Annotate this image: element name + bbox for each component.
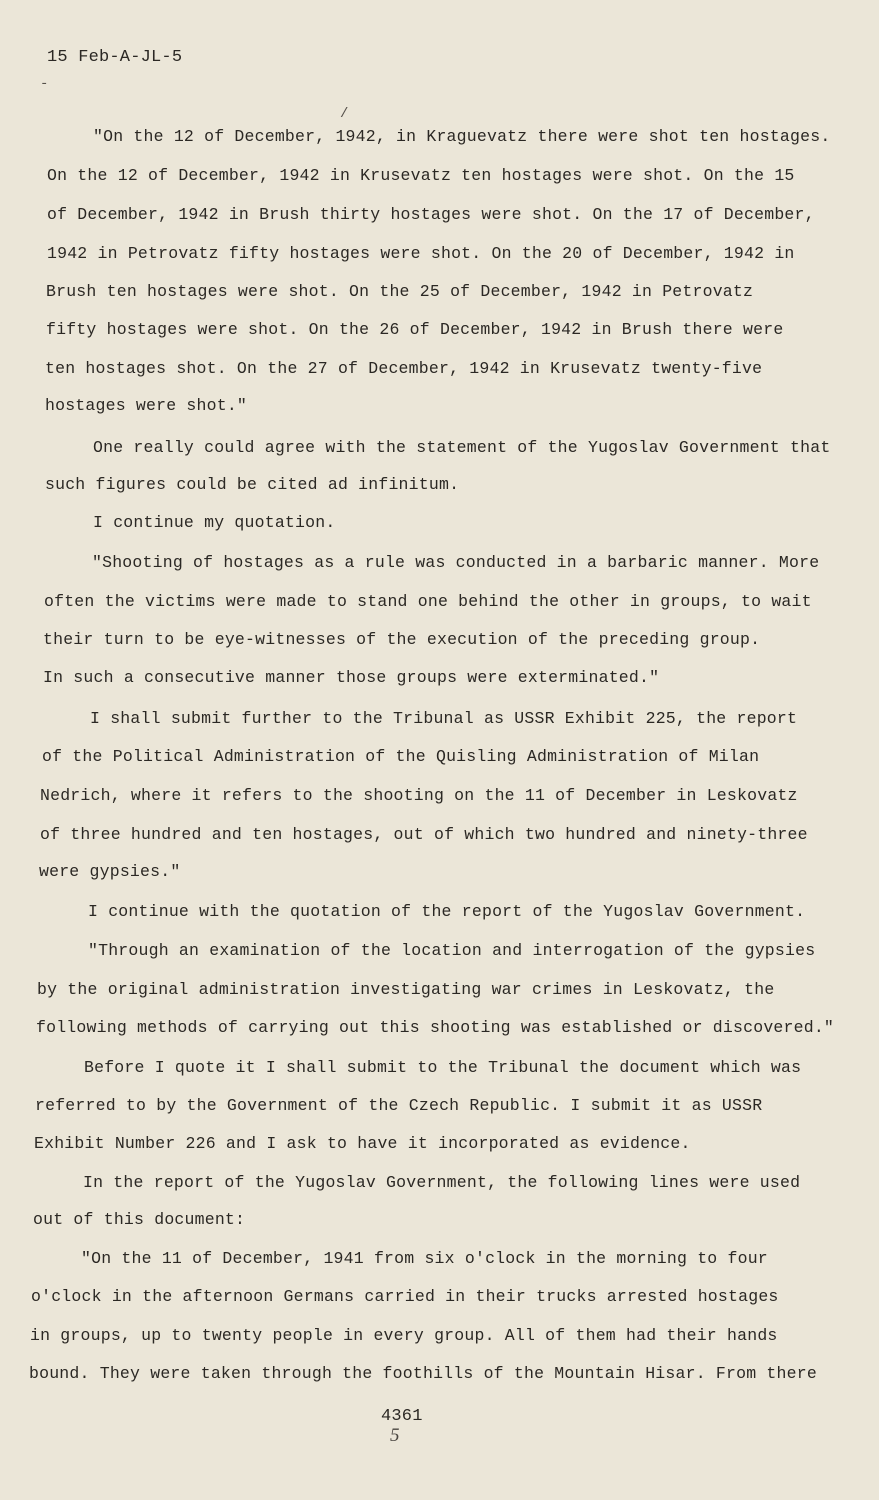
body-line: "Shooting of hostages as a rule was conducted in a barbaric manner. More [92,553,820,572]
body-line: "Through an examination of the location and interrogation of the gypsies [88,941,816,960]
body-line: often the victims were made to stand one behind the other in groups, to wait [44,592,812,611]
body-line: fifty hostages were shot. On the 26 of December, 1942 in Brush there were [46,320,784,339]
body-line: ten hostages shot. On the 27 of December, 1942 in Krusevatz twenty-five [45,359,763,378]
body-line: I shall submit further to the Tribunal as USSR Exhibit 225, the report [90,709,798,728]
body-line: In the report of the Yugoslav Government, the following lines were used [83,1173,801,1192]
page-number: 4361 [381,1407,423,1426]
body-line: One really could agree with the statement of the Yugoslav Government that [93,438,831,457]
body-line: 1942 in Petrovatz fifty hostages were shot. On the 20 of December, 1942 in [47,244,795,263]
body-line: hostages were shot." [45,396,248,415]
body-line: in groups, up to twenty people in every group. All of them had their hands [30,1326,778,1345]
header-reference: 15 Feb-A-JL-5 [47,48,183,67]
body-line: On the 12 of December, 1942 in Krusevatz ten hostages were shot. On the 15 [47,166,795,185]
tick-mark: / [340,106,349,122]
body-line: by the original administration investigating war crimes in Leskovatz, the [37,980,775,999]
body-line: Nedrich, where it refers to the shooting on the 11 of December in Leskovatz [40,786,798,805]
body-line: Brush ten hostages were shot. On the 25 of December, 1942 in Petrovatz [46,282,754,301]
body-line: I continue with the quotation of the report of the Yugoslav Government. [88,902,806,921]
body-line: their turn to be eye-witnesses of the execution of the preceding group. [43,630,761,649]
body-line: out of this document: [33,1210,246,1229]
body-line: I continue my quotation. [93,513,336,532]
body-line: In such a consecutive manner those groups were exterminated." [43,668,660,687]
body-line: such figures could be cited ad infinitum. [45,475,460,494]
body-line: Exhibit Number 226 and I ask to have it incorporated as evidence. [34,1134,691,1153]
body-line: referred to by the Government of the Czech Republic. I submit it as USSR [35,1096,763,1115]
body-line: "On the 11 of December, 1941 from six o'clock in the morning to four [81,1249,768,1268]
body-line: of three hundred and ten hostages, out of which two hundred and ninety-three [40,825,808,844]
body-line: following methods of carrying out this shooting was established or discovered." [36,1018,835,1037]
body-line: were gypsies." [39,862,181,881]
body-line: bound. They were taken through the foothills of the Mountain Hisar. From there [29,1364,817,1383]
body-line: of December, 1942 in Brush thirty hostages were shot. On the 17 of December, [47,205,815,224]
body-line: o'clock in the afternoon Germans carried in their trucks arrested hostages [31,1287,779,1306]
body-line: of the Political Administration of the Quisling Administration of Milan [42,747,760,766]
body-line: Before I quote it I shall submit to the Tribunal the document which was [84,1058,802,1077]
body-line: "On the 12 of December, 1942, in Kraguevatz there were shot ten hostages. [93,127,831,146]
header-mark: - [40,76,49,92]
handwritten-page-number: 5 [390,1425,400,1446]
